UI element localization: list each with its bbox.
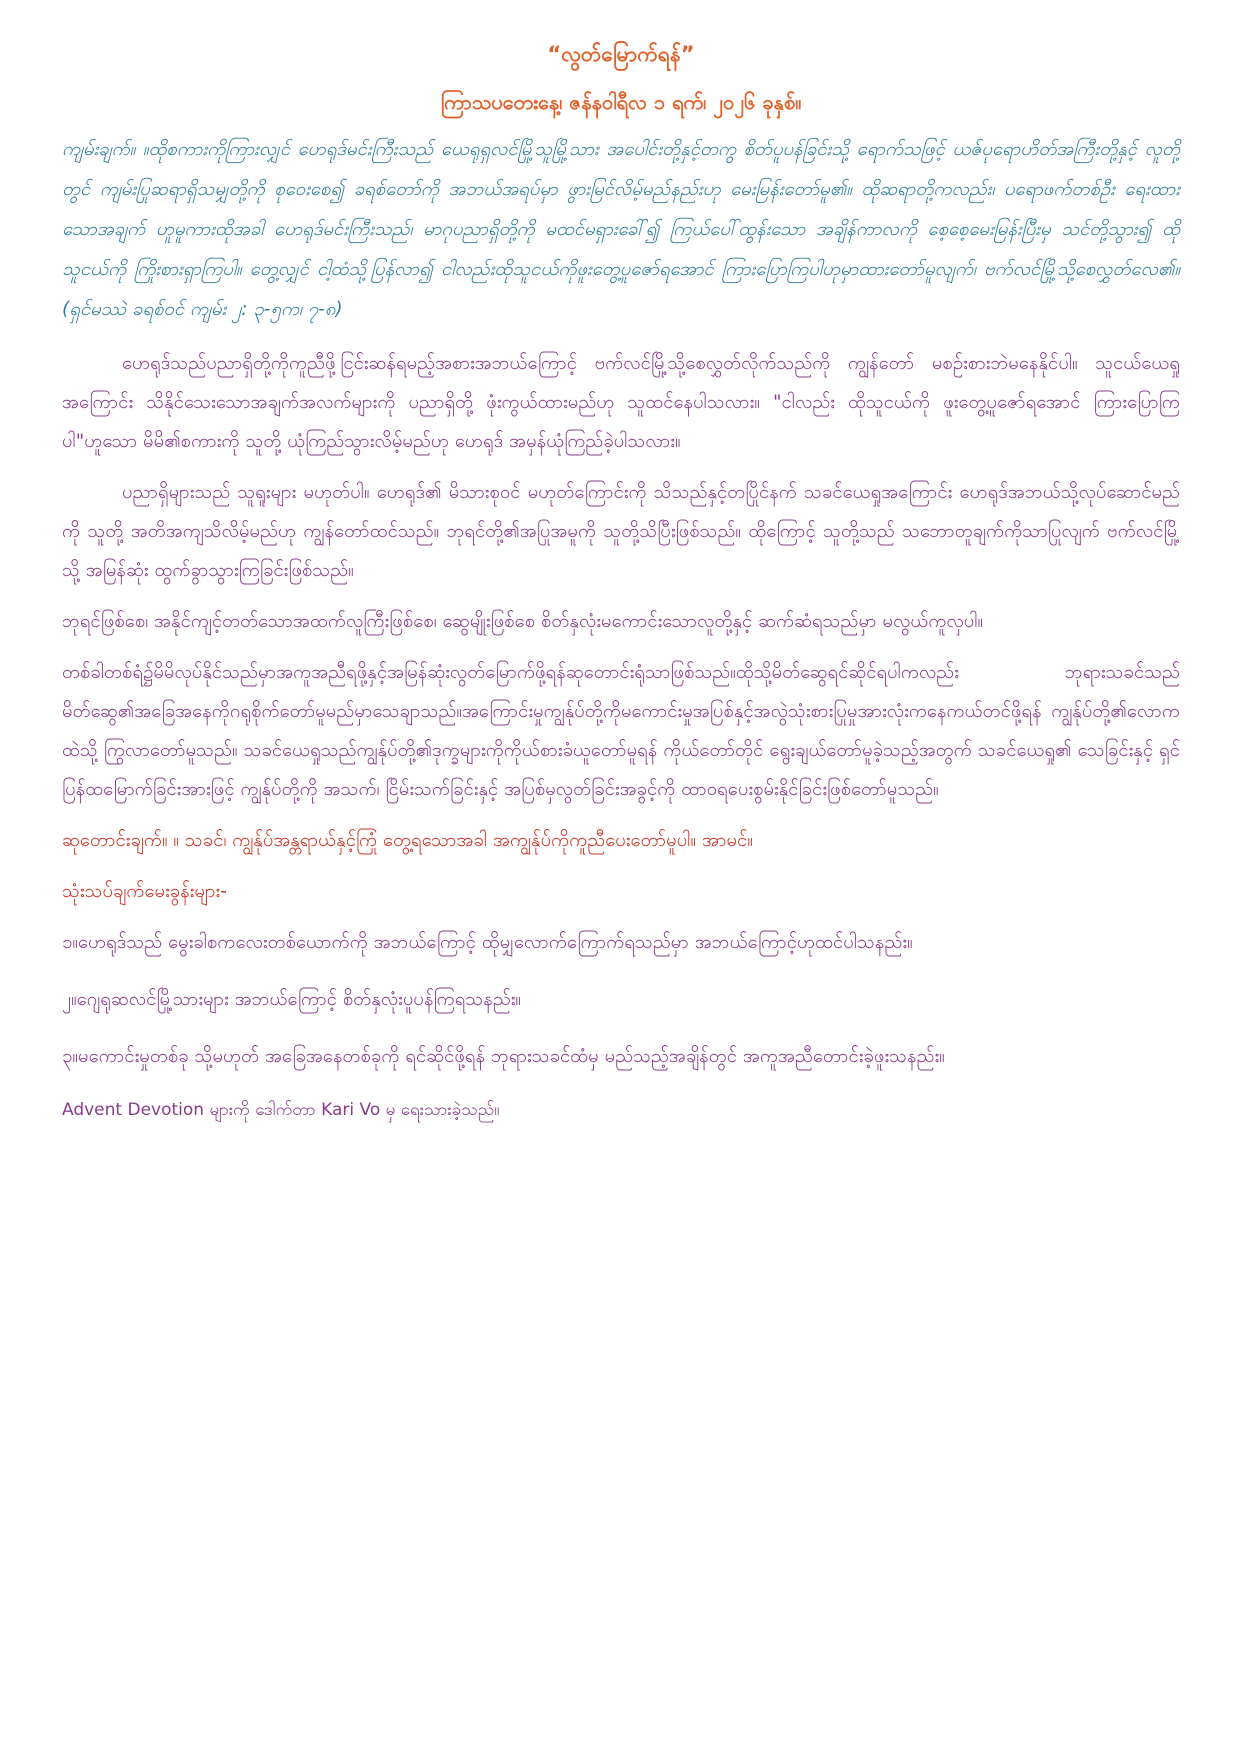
body-paragraph-3: ဘုရင်ဖြစ်စေ၊ အနိုင်ကျင့်တတ်သောအထက်လူကြီးဖြစ်စေ၊ ဆွေမျိုးဖြစ်စေ စိတ်နှလုံးမကောင်းသောလူတို့နှင့် ဆက်ဆံရသည်မှာ မလွယ်ကူလှပါ။	[62, 611, 984, 632]
prayer-text: ဆုတောင်းချက်။ ။ သခင်၊ ကျွန်ုပ်အန္တရာယ်နှင့်ကြုံ တွေ့ရသောအခါ အကျွန်ုပ်ကိုကူညီပေးတော်မူပါ။ အာမင်။	[62, 830, 753, 851]
scripture-passage: ကျမ်းချက်။ ။ထိုစကားကိုကြားလျှင် ဟေရုဒ်မင်းကြီးသည် ယေရုရှလင်မြို့သူမြို့သား အပေါင်းတို့နှင့်တကွ စိတ်ပူပန်ခြင်းသို့ ရောက်သဖြင့် ယဇ်ပုရောဟိတ်အကြီးတို့နှင့် လူတို့တွင် ကျမ်းပြုဆရာရှိသမျှတို့ကို စုဝေးစေ၍ ခရစ်တော်ကို အဘယ်အရပ်မှာ ဖွားမြင်လိမ့်မည်နည်းဟု မေးမြန်းတော်မူ၏။ ထိုဆရာတို့ကလည်း၊ ပရောဖက်တစ်ဦး ရေးထားသောအချက် ဟူမူကားထိုအခါ ဟေရုဒ်မင်းကြီးသည်၊ မာဂုပညာရှိတို့ကို မထင်မရှားခေါ်၍ ကြယ်ပေါ်ထွန်းသော အချိန်ကာလကို စေ့စေ့မေးမြန်းပြီးမှ သင်တို့သွား၍ ထိုသူငယ်ကို ကြိုးစားရှာကြပါ။ တွေ့လျှင် ငါ့ထံသို့ပြန်လာ၍ ငါလည်းထိုသူငယ်ကိုဖူးတွေ့ပူဇော်ရအောင် ကြားပြောကြပါဟုမှာထားတော်မူလျက်၊ ဗက်လင်မြို့သို့စေလွှတ်လေ၏။ (ရှင်မဿဲ ခရစ်ဝင် ကျမ်း ၂: ၃-၅က၊ ၇-၈)	[62, 139, 1180, 320]
body-paragraph-2: ပညာရှိများသည် သူရူးများ မဟုတ်ပါ။ ဟေရုဒ်၏ မိသားစုဝင် မဟုတ်ကြောင်းကို သိသည်နှင့်တပြိုင်နက် သခင်ယေရှုအကြောင်း ဟေရုဒ်အဘယ်သို့လုပ်ဆောင်မည်ကို သူတို့ အတိအကျသိလိမ့်မည်ဟု ကျွန်တော်ထင်သည်။ ဘုရင်တို့၏အပြုအမူကို သူတို့သိပြီးဖြစ်သည်။ ထိုကြောင့် သူတို့သည် သဘောတူချက်ကိုသာပြုလျက် ဗက်လင်မြို့သို့ အမြန်ဆုံး ထွက်ခွာသွားကြခြင်းဖြစ်သည်။	[62, 482, 1180, 581]
author-credit: Advent Devotion များကို ဒေါက်တာ Kari Vo မှ ရေးသားခဲ့သည်။	[62, 1100, 500, 1120]
body-paragraph-4: တစ်ခါတစ်ရံ၌မိမိလုပ်နိုင်သည်မှာအကူအညီရဖို့နှင့်အမြန်ဆုံးလွတ်မြောက်ဖို့ရန်ဆုတောင်းရုံသာဖြစ်သည်။ထိုသို့မိတ်ဆွေရင်ဆိုင်ရပါကလည်း ဘုရားသခင်သည်မိတ်ဆွေ၏အခြေအနေကိုဂရုစိုက်တော်မူမည်မှာသေချာသည်။အကြောင်းမှုကျွန်ုပ်တို့ကိုမကောင်းမှုအပြစ်နှင့်အလွဲသုံးစားပြုမှုအားလုံးကနေကယ်တင်ဖို့ရန် ကျွန်ုပ်တို့၏လောကထဲသို့ ကြွလာတော်မူသည်။ သခင်ယေရှုသည်ကျွန်ုပ်တို့၏ဒုက္ခများကိုကိုယ်စားခံယူတော်မူရန် ကိုယ်တော်တိုင် ရွေးချယ်တော်မူခဲ့သည့်အတွက် သခင်ယေရှု၏ သေခြင်းနှင့် ရှင်ပြန်ထမြောက်ခြင်းအားဖြင့် ကျွန်ုပ်တို့ကို အသက်၊ ငြိမ်းသက်ခြင်းနှင့် အပြစ်မှလွတ်ခြင်းအခွင့်ကို ထာဝရပေးစွမ်းနိုင်ခြင်းဖြစ်တော်မူသည်။	[62, 662, 1180, 800]
body-paragraph-1: ဟေရုဒ်သည်ပညာရှိတို့ကိုကူညီဖို့ငြင်းဆန်ရမည့်အစားအဘယ်ကြောင့် ဗက်လင်မြို့သို့စေလွှတ်လိုက်သည်ကို ကျွန်တော် မစဉ်းစားဘဲမနေနိုင်ပါ။ သူငယ်ယေရှုအကြောင်း သိနိုင်သေးသောအချက်အလက်များကို ပညာရှိတို့ ဖုံးကွယ်ထားမည်ဟု သူထင်နေပါသလား။ "ငါလည်း ထိုသူငယ်ကို ဖူးတွေ့ပူဇော်ရအောင် ကြားပြောကြပါ"ဟူသော မိမိ၏စကားကို သူတို့ ယုံကြည်သွားလိမ့်မည်ဟု ဟေရုဒ် အမှန်ယုံကြည်ခဲ့ပါသလား။	[62, 353, 1180, 452]
devotion-date: ကြာသပတေးနေ့၊ ဇန်နဝါရီလ ၁ ရက်၊ ၂၀၂၆ ခုနှစ်။	[440, 90, 802, 114]
question-1: ၁။ဟေရုဒ်သည် မွေးခါစကလေးတစ်ယောက်ကို အဘယ်ကြောင့် ထိုမျှလောက်ကြောက်ရသည်မှာ အဘယ်ကြောင့်ဟုထင်ပါသနည်း။	[62, 932, 913, 953]
devotion-page	[62, 38, 1180, 1126]
question-2: ၂။ဂျေရုဆလင်မြို့သားများ အဘယ်ကြောင့် စိတ်နှလုံးပူပန်ကြရသနည်း။	[62, 989, 522, 1010]
question-3: ၃။မကောင်းမှုတစ်ခု သို့မဟုတ် အခြေအနေတစ်ခုကို ရင်ဆိုင်ဖို့ရန် ဘုရားသခင်ထံမှ မည်သည့်အချိန်တွင် အကူအညီတောင်းခဲ့ဖူးသနည်း။	[62, 1046, 945, 1067]
questions-heading: သုံးသပ်ချက်မေးခွန်းများ-	[62, 881, 227, 902]
devotion-title: “လွတ်မြောက်ရန်”	[547, 42, 695, 66]
